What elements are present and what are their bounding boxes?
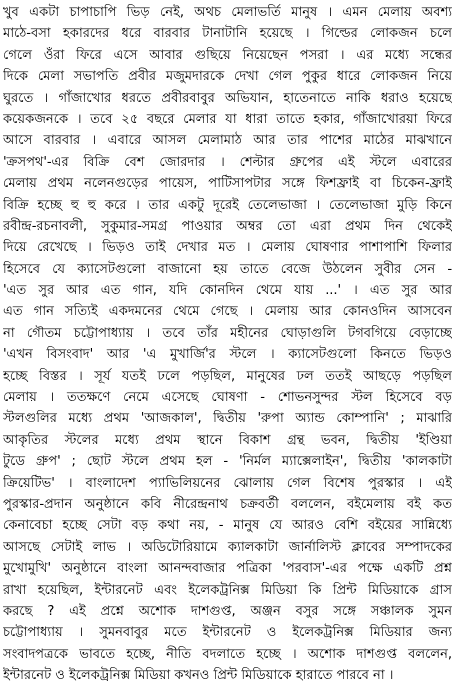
text-line: দিকে মেলা সভাপতি প্রবীর মজুমদারকে দেখা গেল পুকুর ধারে লোকজন নিয়ে — [3, 69, 452, 85]
text-line: চট্টোপাধ্যায় । সুমনবাবুর মতে ইন্টারনেট ও ইলেকট্রনিক্স মিডিয়ার জন্য — [3, 625, 452, 641]
text-line: কেনাবেচা হচ্ছে সেটা বড় কথা নয়, - মানুষ যে আরও বেশি বইয়ের সান্নিধ্যে — [3, 518, 452, 534]
article-text — [3, 2, 452, 687]
text-line: এত গান সত্যিই একদমনের থেমে গেছে । মেলায় আর কোনওদিন আসবেন — [3, 304, 452, 320]
text-line: 'এখন বিসংবাদ' আর 'এ মুখার্জি'র স্টলে । ক্যাসেটগুলো কিনতে ভিড়ও — [3, 347, 452, 363]
text-line: 'ক্রসপথ'-এর বিক্রি বেশ জোরদার । শেল্টার গ্রুপের এই স্টলে এবারের — [3, 154, 452, 170]
text-line: কয়েকজনকে । তবে ২৫ বছরে মেলার যা ধারা তাতে হকার, গাঁজাখোরয়া ফিরে — [3, 111, 452, 127]
text-line: মেলায় প্রথম নলেনগুড়ের পায়েস, পাটিসাপটার সঙ্গে ফিশফ্রাই বা চিকেন-ফ্রাই — [3, 176, 452, 192]
text-line: না গৌতম চট্টোপাধ্যায় । তবে তাঁর মহীনের ঘোড়াগুলি টগবগিয়ে বেড়াচ্ছে — [3, 325, 452, 341]
text-line: হচ্ছে বিস্তর । সূর্য যতই ঢলে পড়ছিল, মানুষের ঢল ততই আছড়ে পড়ছিল — [3, 368, 452, 384]
text-line: মুখোমুখি' অনুষ্ঠানে বাংলা আনন্দবাজার পত্রিকা 'পরবাস'-এর পক্ষে একটি প্রশ্ন — [3, 561, 452, 577]
text-line: ইন্টারনেট ও ইলেকট্রনিক্স মিডিয়া কখনও প্রিন্ট মিডিয়াকে হারাতে পারবে না । — [3, 668, 394, 684]
text-line: বিক্রি হচ্ছে হু হু করে । তার একটু দূরেই তেলেভাজা । তেলেভাজা মুড়ি কিনে — [3, 197, 452, 213]
text-line: সংবাদপত্রকে ভাবতে হচ্ছে, নীতি বদলাতে হচ্ছে । অশোক দাশগুপ্ত বললেন, — [3, 646, 452, 662]
text-line: পুরস্কার-প্রদান অনুষ্ঠানে কবি নীরেন্দ্রনাথ চক্রবর্তী বললেন, বইমেলায় বই কত — [3, 496, 452, 512]
text-line: মাঠে-বসা হকারদের ধরে বারবার টানাটানি হয়েছে । গিল্ডের লোকজন চলে — [3, 26, 452, 42]
text-line: টুডে গ্রুপ' ; ছোট স্টলে প্রথম হল - 'নির্মল ম্যাক্সেলাইন', দ্বিতীয় 'কালকাটা — [3, 454, 452, 470]
text-line: খুব একটা চাপাচাপি ভিড় নেই, অথচ মেলাভর্তি মানুষ । এমন মেলায় অবশ্য — [3, 5, 452, 20]
text-line: হিসেবে যে ক্যাসেটগুলো বাজানো হয় তাতে বেজে উঠলেন সুবীর সেন - — [3, 261, 452, 277]
text-line: দিয়ে রেখেছে । ভিড়ও তাই দেখার মত । মেলায় ঘোষণার পাশাপাশি ফিলার — [3, 240, 452, 256]
text-line: করছে ? এই প্রশ্নে অশোক দাশগুপ্ত, অঞ্জন বসুর সঙ্গে সঞ্চালক সুমন — [3, 603, 452, 619]
text-line: গেলে ওঁরা ফিরে এসে আবার গুছিয়ে নিয়েছেন পসরা । এর মধ্যে সন্ধের — [3, 47, 452, 63]
text-line: 'এত সুর আর এত গান, যদি কোনদিন থেমে যায় ...' । এত সুর আর — [3, 283, 452, 299]
text-line: আসে বারবার । এবারে আসল মেলামাঠ আর তার পাশের মাঠের মাঝখানে — [3, 133, 452, 149]
text-line: আসছে সেটাই লাভ । অডিটোরিয়ামে ক্যালকাটা জার্নালিস্ট ক্লাবের সম্পাদকের — [3, 539, 452, 555]
text-line: রবীন্দ্র-রচনাবলী, সুকুমার-সমগ্র পাওয়ার অম্বর তো এরা প্রথম দিন থেকেই — [3, 218, 452, 234]
text-line: ঘুরতে । গাঁজাখোর ধরতে প্রবীরবাবুর অভিযান, হাতেনাতে নাকি ধরাও হয়েছে — [3, 90, 452, 106]
text-line: ক্রিয়েটিভ' । বাংলাদেশ প্যাভিলিয়নের ঝোলায় গেল বিশেষ পুরস্কার । এই — [3, 475, 452, 491]
text-line: মেলায় । ততক্ষণে নেমে এসেছে ঘোষণা - শোভনসুন্দর স্টল হিসেবে বড় — [3, 390, 452, 406]
text-line: রাখা হয়েছিল, ইন্টারনেট এবং ইলেকট্রনিক্স মিডিয়া কি প্রিন্ট মিডিয়াকে গ্রাস — [3, 582, 452, 598]
text-line: আকৃতির স্টলের মধ্যে প্রথম স্থানে বিকাশ গ্রন্থ ভবন, দ্বিতীয় 'ইণ্ডিয়া — [3, 432, 452, 448]
text-line: স্টলগুলির মধ্যে প্রথম 'আজকাল', দ্বিতীয় 'রুপা অ্যান্ড কোম্পানি' ; মাঝারি — [3, 411, 452, 427]
